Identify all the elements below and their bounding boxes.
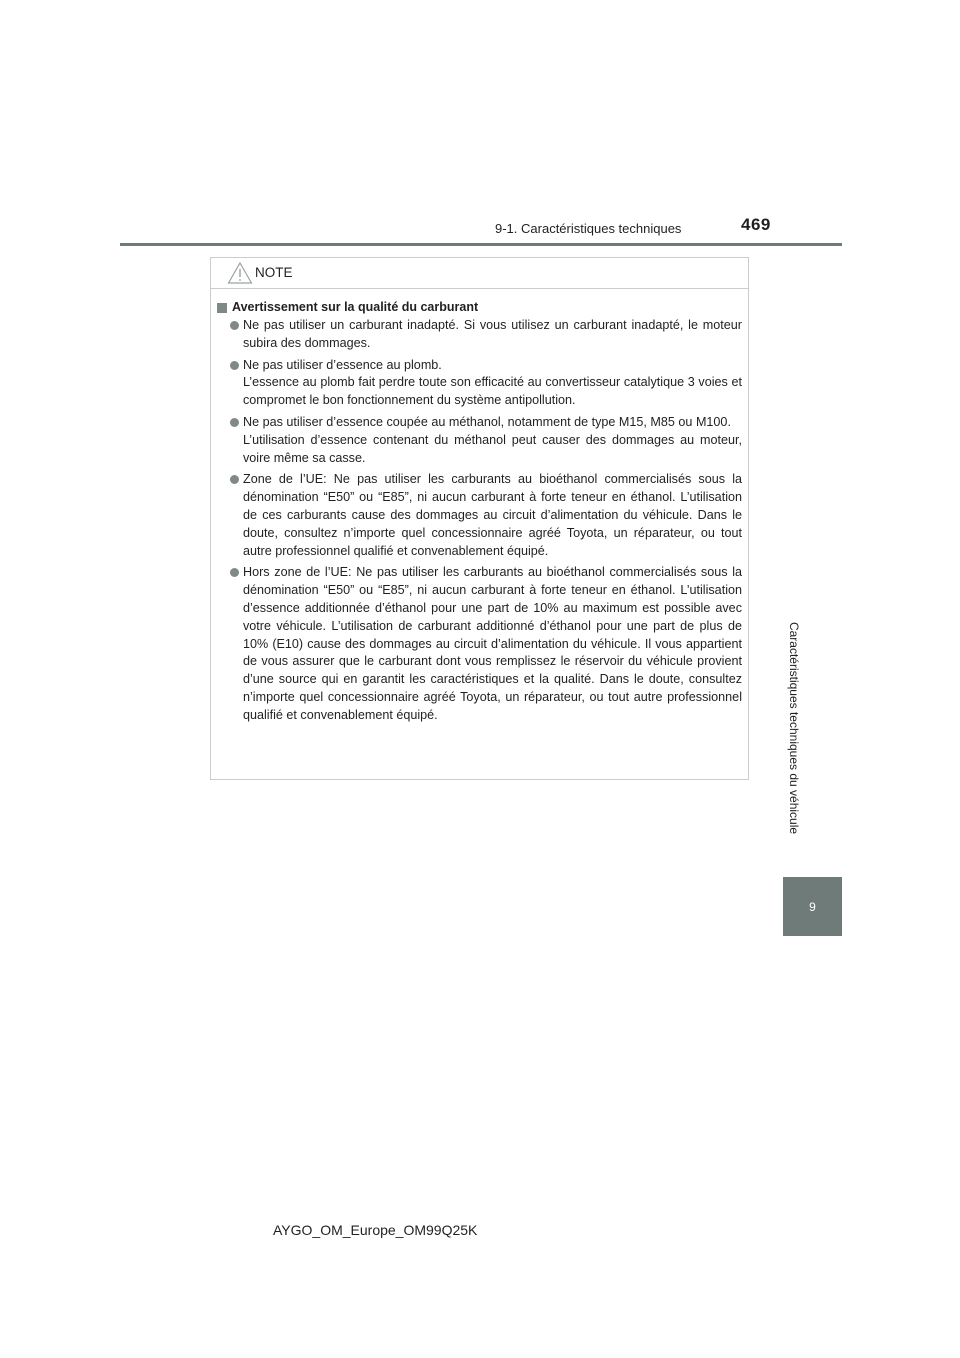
round-bullet-icon xyxy=(230,418,239,427)
square-bullet-icon xyxy=(217,303,227,313)
document-code: AYGO_OM_Europe_OM99Q25K xyxy=(273,1222,478,1238)
chapter-tab-number: 9 xyxy=(809,899,816,914)
chapter-tab xyxy=(783,877,842,936)
note-item-text: L’essence au plomb fait perdre toute son efficacité au convertisseur catalytique 3 voies et compromet le bon fonctionnement du système antipollution. xyxy=(243,375,742,408)
note-item-text: Ne pas utiliser d’essence au plomb. xyxy=(243,357,442,372)
note-item xyxy=(217,564,742,724)
note-item-text: Zone de l’UE: Ne pas utiliser les carburants au bioéthanol commercialisés sous la dénomination “E50” ou “E85”, ni aucun carburant à forte teneur en éthanol. L’utilisation de ces carburants cause des dommages au circuit d’alimentation du véhicule. Dans le doute, consultez n’importe quel concessionnaire agréé Toyota, un réparateur, ou tout autre professionnel qualifié et convenablement équipé. xyxy=(243,472,742,558)
warning-triangle-icon xyxy=(227,261,253,285)
note-item xyxy=(217,471,742,560)
note-item-text: Ne pas utiliser d’essence coupée au méthanol, notamment de type M15, M85 ou M100. xyxy=(243,414,731,429)
round-bullet-icon xyxy=(230,321,239,330)
round-bullet-icon xyxy=(230,361,239,370)
note-header xyxy=(211,258,748,289)
note-item-text: L’utilisation d’essence contenant du méthanol peut causer des dommages au moteur, voire même sa casse. xyxy=(243,432,742,465)
note-item xyxy=(217,357,742,410)
chapter-side-label xyxy=(783,596,805,860)
note-item xyxy=(217,414,742,467)
note-section-title xyxy=(217,300,742,314)
header-rule xyxy=(120,243,842,246)
note-box xyxy=(210,257,749,780)
note-body xyxy=(211,289,748,725)
note-title: NOTE xyxy=(255,265,293,280)
note-item xyxy=(217,317,742,353)
round-bullet-icon xyxy=(230,475,239,484)
note-item-text: Ne pas utiliser un carburant inadapté. Si vous utilisez un carburant inadapté, le moteur subira des dommages. xyxy=(243,318,742,350)
note-item-text: Hors zone de l’UE: Ne pas utiliser les carburants au bioéthanol commercialisés sous la dénomination “E50” ou “E85”, ni aucun carburant à forte teneur en éthanol. L’utilisation d’essence additionnée d’éthanol pour une part de 10% au maximum est possible avec votre véhicule. L’utilisation de carburant additionné d’éthanol pour une part de plus de 10% (E10) cause des dommages au circuit d’alimentation du véhicule. Il vous appartient de vous assurer que le carburant dont vous remplissez le réservoir du véhicule provient d’une source qui en garantit les caractéristiques et la qualité. Dans le doute, consultez n’importe quel concessionnaire agréé Toyota, un réparateur, ou tout autre professionnel qualifié et convenablement équipé. xyxy=(243,565,742,722)
page-number: 469 xyxy=(741,215,771,234)
note-section-title-text: Avertissement sur la qualité du carburant xyxy=(232,300,479,314)
chapter-side-label-text: Caractéristiques techniques du véhicule xyxy=(787,621,801,835)
page-header-section: 9-1. Caractéristiques techniques xyxy=(495,221,682,236)
round-bullet-icon xyxy=(230,568,239,577)
